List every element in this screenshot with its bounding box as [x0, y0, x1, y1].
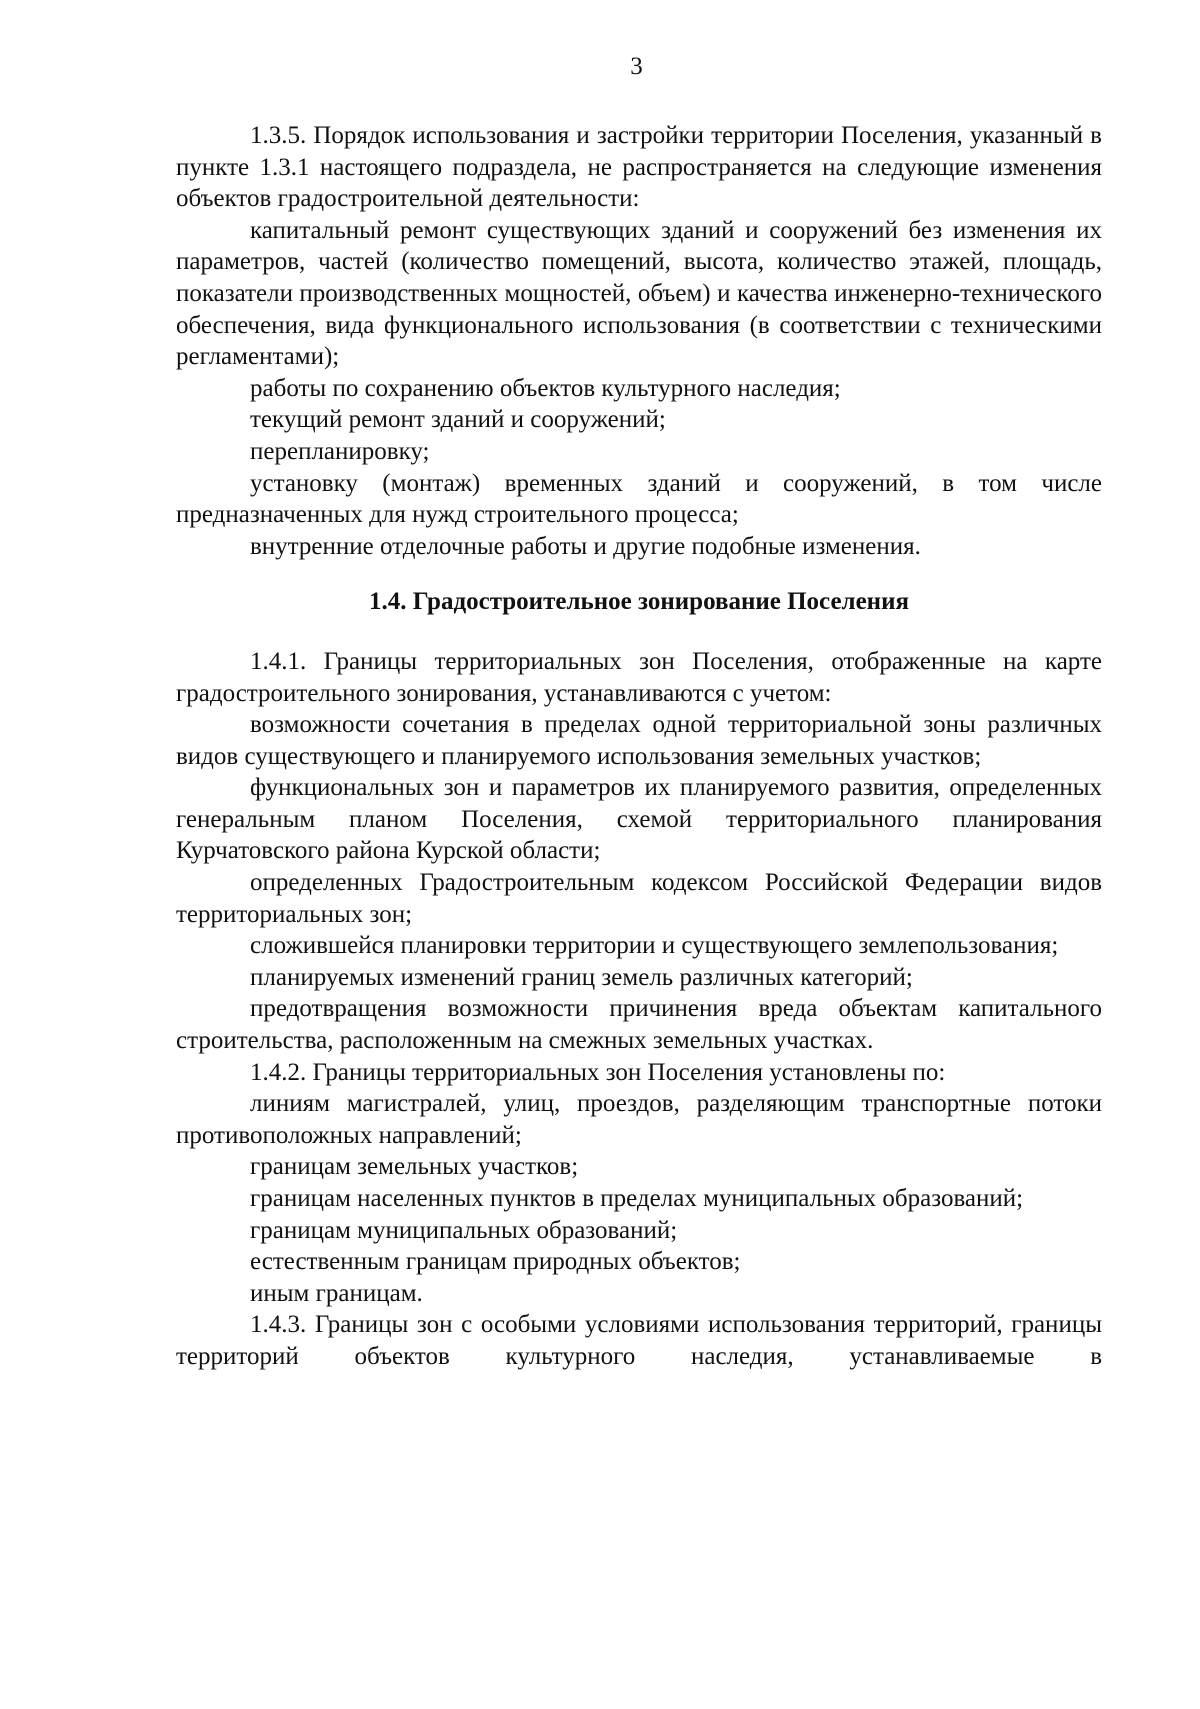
- list-item-municipalities: границам муниципальных образований;: [250, 1216, 678, 1244]
- spacer: [176, 618, 1102, 646]
- paragraph-1-4-3: 1.4.3. Границы зон с особыми условиями использования территорий, границы территорий объектов культурного наследия, устанавливаемые в: [176, 1311, 1102, 1370]
- list-item-replanning: перепланировку;: [250, 437, 430, 465]
- page-number: 3: [630, 53, 643, 80]
- list-item-zone-types: определенных Градостроительным кодексом Российской Федерации видов территориальных зон;: [176, 869, 1102, 928]
- list-item-natural-borders: естественным границам природных объектов;: [250, 1248, 741, 1276]
- paragraph-1-3-5: 1.3.5. Порядок использования и застройки территории Поселения, указанный в пункте 1.3.1 настоящего подраздела, не распространяется на следующие изменения объектов градостроительной деятельности:: [176, 122, 1102, 213]
- list-item-interior-works: внутренние отделочные работы и другие подобные изменения.: [250, 532, 921, 560]
- list-item-land-categories: планируемых изменений границ земель различных категорий;: [250, 963, 913, 991]
- list-item-functional-zones: функциональных зон и параметров их планируемого развития, определенных генеральным планом Поселения, схемой территориального планирования Курчатовского района Курской области;: [176, 774, 1102, 865]
- section-heading: 1.4. Градостроительное зонирование Поселения: [368, 588, 910, 616]
- spacer: [176, 562, 1102, 586]
- list-item-existing-planning: сложившейся планировки территории и существующего землепользования;: [250, 932, 1059, 960]
- list-item-current-repair: текущий ремонт зданий и сооружений;: [250, 406, 666, 434]
- paragraph-1-4-1: 1.4.1. Границы территориальных зон Поселения, отображенные на карте градостроительного зонирования, устанавливаются с учетом:: [176, 647, 1102, 707]
- list-item-other-borders: иным границам.: [250, 1279, 423, 1307]
- list-item-heritage-works: работы по сохранению объектов культурного наследия;: [250, 374, 841, 402]
- document-body: [176, 120, 1102, 1373]
- list-item-temporary-buildings: установку (монтаж) временных зданий и сооружений, в том числе предназначенных для нужд строительного процесса;: [176, 469, 1102, 529]
- list-item-land-plots: границам земельных участков;: [250, 1153, 579, 1181]
- list-item-settlements: границам населенных пунктов в пределах муниципальных образований;: [250, 1185, 1024, 1212]
- list-item-highways: линиям магистралей, улиц, проездов, разделяющим транспортные потоки противоположных направлений;: [176, 1090, 1102, 1149]
- list-item-capital-repair: капитальный ремонт существующих зданий и сооружений без изменения их параметров, частей (количество помещений, высота, количество этажей, площадь, показатели производственных мощностей, объем) и качества инженерно-технического обеспечения, вида функционального использования (в соответствии с техническими регламентами);: [176, 216, 1102, 371]
- list-item-zone-combination: возможности сочетания в пределах одной территориальной зоны различных видов существующего и планируемого использования земельных участков;: [176, 711, 1102, 770]
- paragraph-1-4-2: 1.4.2. Границы территориальных зон Поселения установлены по:: [250, 1058, 946, 1086]
- list-item-harm-prevention: предотвращения возможности причинения вреда объектам капитального строительства, расположенным на смежных земельных участках.: [176, 995, 1102, 1055]
